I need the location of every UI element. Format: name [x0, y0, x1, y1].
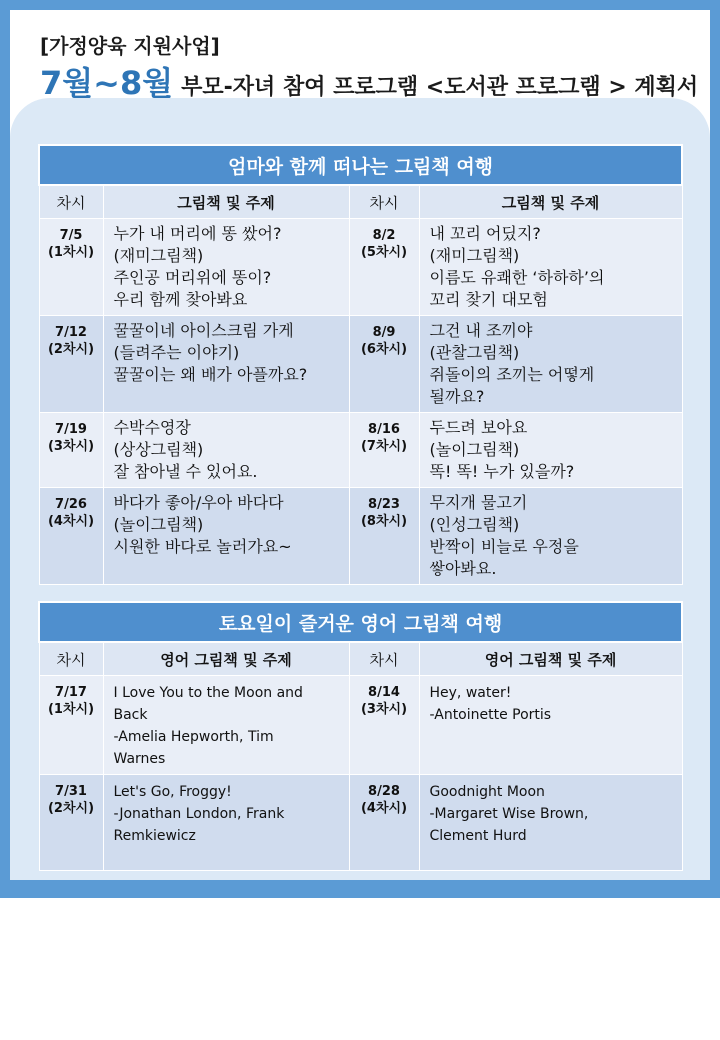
table-row	[39, 676, 682, 775]
session-number: (2차시)	[47, 801, 95, 816]
header-session: 차시	[349, 185, 419, 219]
session-cell	[39, 676, 103, 775]
session-number: (6차시)	[360, 342, 408, 357]
topic-line: (놀이그림책)	[429, 440, 520, 459]
session-cell	[349, 775, 419, 871]
topic-cell	[419, 676, 682, 775]
session-date: 7/19	[55, 422, 87, 437]
session-number: (7차시)	[360, 439, 408, 454]
topic-line: (관찰그림책)	[429, 343, 520, 362]
session-number: (4차시)	[360, 801, 408, 816]
session-number: (8차시)	[360, 514, 408, 529]
session-cell	[349, 413, 419, 488]
session-cell	[349, 676, 419, 775]
topic-line: Let's Go, Froggy!	[113, 784, 232, 800]
session-cell	[39, 413, 103, 488]
topic-line: 무지개 물고기	[429, 493, 528, 512]
topic-line: 반짝이 비늘로 우정을	[429, 537, 579, 556]
topic-line: -Jonathan London, Frank	[113, 806, 285, 822]
topic-line: 꿀꿀이네 아이스크림 가게	[113, 321, 294, 340]
session-cell	[39, 316, 103, 413]
session-number: (1차시)	[47, 245, 95, 260]
topic-line: 시원한 바다로 놀러가요~	[113, 537, 292, 556]
session-cell	[349, 219, 419, 316]
topic-line: -Amelia Hepworth, Tim	[113, 729, 274, 745]
topic-line: 그건 내 조끼야	[429, 321, 533, 340]
session-cell	[39, 488, 103, 585]
topic-line: I Love You to the Moon and	[113, 685, 303, 701]
topic-line: (인성그림책)	[429, 515, 520, 534]
table-body	[39, 676, 682, 871]
table-body	[39, 219, 682, 585]
topic-line: 똑! 똑! 누가 있을까?	[429, 462, 575, 481]
session-number: (1차시)	[47, 702, 95, 717]
table-row	[39, 488, 682, 585]
title-text: 부모-자녀 참여 프로그램 <도서관 프로그램 > 계획서	[181, 75, 699, 100]
topic-cell	[103, 676, 349, 775]
session-date: 7/31	[55, 784, 87, 799]
english-picturebook-table	[38, 601, 683, 871]
session-number: (3차시)	[47, 439, 95, 454]
topic-line: (들려주는 이야기)	[113, 343, 240, 362]
topic-line: -Antoinette Portis	[429, 707, 552, 723]
topic-line: 잘 참아낼 수 있어요.	[113, 462, 258, 481]
title-period: 7월~8월	[40, 64, 174, 102]
topic-cell	[103, 316, 349, 413]
session-number: (5차시)	[360, 245, 408, 260]
session-date: 8/2	[372, 228, 396, 243]
header-session: 차시	[349, 642, 419, 676]
session-date: 8/9	[372, 325, 396, 340]
session-number: (2차시)	[47, 342, 95, 357]
table-caption: 엄마와 함께 떠나는 그림책 여행	[39, 145, 682, 185]
topic-cell	[103, 219, 349, 316]
topic-line: 바다가 좋아/우아 바다다	[113, 493, 284, 512]
header-session: 차시	[39, 642, 103, 676]
topic-line: 꿀꿀이는 왜 배가 아플까요?	[113, 365, 308, 384]
session-date: 7/5	[59, 228, 83, 243]
table-row	[39, 775, 682, 871]
topic-cell	[103, 775, 349, 871]
session-date: 7/17	[55, 685, 87, 700]
korean-picturebook-table	[38, 144, 683, 585]
table-row	[39, 219, 682, 316]
page-subtitle: [가정양육 지원사업]	[40, 34, 220, 58]
topic-line: Warnes	[113, 751, 166, 767]
page-title	[40, 58, 698, 104]
session-cell	[349, 488, 419, 585]
session-date: 8/23	[368, 497, 400, 512]
topic-line: (재미그림책)	[113, 246, 204, 265]
topic-line: Back	[113, 707, 148, 723]
header-topic: 그림책 및 주제	[419, 185, 682, 219]
topic-line: (놀이그림책)	[113, 515, 204, 534]
topic-line: 내 꼬리 어딨지?	[429, 224, 541, 243]
header-topic: 그림책 및 주제	[103, 185, 349, 219]
topic-line: 쥐돌이의 조끼는 어떻게	[429, 365, 595, 384]
topic-cell	[419, 488, 682, 585]
session-date: 8/28	[368, 784, 400, 799]
topic-cell	[419, 413, 682, 488]
topic-line: Goodnight Moon	[429, 784, 545, 800]
session-number: (4차시)	[47, 514, 95, 529]
topic-line: Remkiewicz	[113, 828, 196, 844]
topic-cell	[103, 488, 349, 585]
session-date: 7/26	[55, 497, 87, 512]
table-caption: 토요일이 즐거운 영어 그림책 여행	[39, 602, 682, 642]
topic-line: 꼬리 찾기 대모험	[429, 290, 548, 309]
topic-line: (상상그림책)	[113, 440, 204, 459]
session-cell	[39, 219, 103, 316]
header-topic: 영어 그림책 및 주제	[419, 642, 682, 676]
topic-line: 쌓아봐요.	[429, 559, 497, 578]
header-session: 차시	[39, 185, 103, 219]
topic-line: -Margaret Wise Brown,	[429, 806, 589, 822]
session-cell	[349, 316, 419, 413]
topic-cell	[419, 316, 682, 413]
topic-line: Clement Hurd	[429, 828, 527, 844]
topic-line: Hey, water!	[429, 685, 512, 701]
topic-line: 될까요?	[429, 387, 485, 406]
topic-line: (재미그림책)	[429, 246, 520, 265]
topic-line: 두드려 보아요	[429, 418, 528, 437]
session-cell	[39, 775, 103, 871]
topic-line: 우리 함께 찾아봐요	[113, 290, 248, 309]
topic-cell	[419, 219, 682, 316]
topic-cell	[103, 413, 349, 488]
session-date: 8/16	[368, 422, 400, 437]
topic-line: 주인공 머리위에 똥이?	[113, 268, 272, 287]
session-date: 7/12	[55, 325, 87, 340]
table-row	[39, 413, 682, 488]
table-row	[39, 316, 682, 413]
topic-line: 이름도 유쾌한 ‘하하하’의	[429, 268, 605, 287]
session-date: 8/14	[368, 685, 400, 700]
session-number: (3차시)	[360, 702, 408, 717]
header-topic: 영어 그림책 및 주제	[103, 642, 349, 676]
topic-cell	[419, 775, 682, 871]
topic-line: 누가 내 머리에 똥 쌌어?	[113, 224, 282, 243]
topic-line: 수박수영장	[113, 418, 191, 437]
